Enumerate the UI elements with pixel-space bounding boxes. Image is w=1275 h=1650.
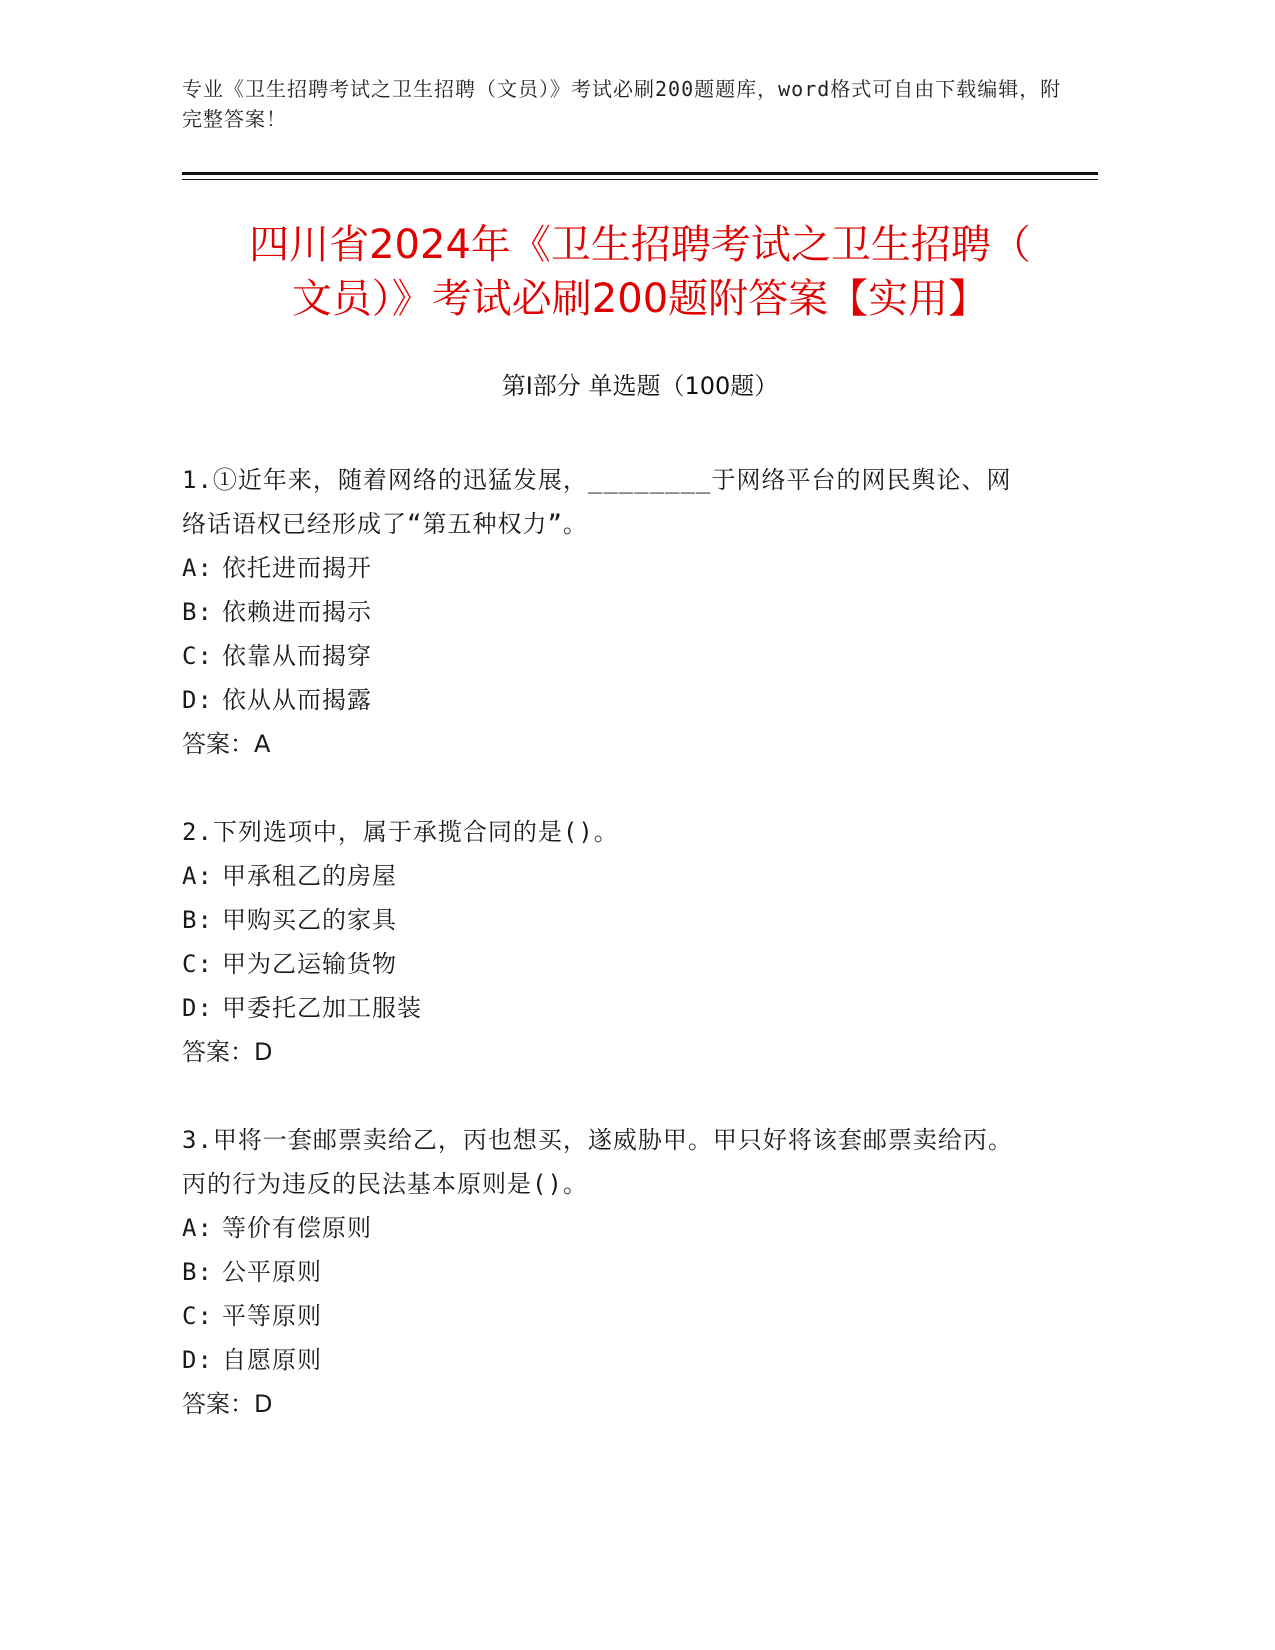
question-1 — [182, 458, 1022, 766]
question-list — [182, 458, 1022, 1470]
option-b — [182, 1250, 1022, 1294]
option-d — [182, 1338, 1022, 1382]
option-letter: C: — [182, 642, 213, 670]
option-d — [182, 678, 1022, 722]
option-letter: D: — [182, 1346, 213, 1374]
answer-line: 答案：D — [182, 1038, 273, 1066]
option-letter: D: — [182, 686, 213, 714]
option-text: 甲承租乙的房屋 — [222, 862, 397, 890]
header-rule-thin — [182, 179, 1098, 180]
option-text: 依从从而揭露 — [222, 686, 372, 714]
answer-line: 答案：D — [182, 1390, 273, 1418]
title-line-1: 四川省2024年《卫生招聘考试之卫生招聘（ — [249, 222, 1031, 268]
question-2 — [182, 810, 1022, 1074]
option-c — [182, 942, 1022, 986]
option-a — [182, 1206, 1022, 1250]
question-stem: 1.①近年来，随着网络的迅猛发展，________于网络平台的网民舆论、网络话语权已经形成了“第五种权力”。 — [182, 466, 1012, 538]
option-text: 等价有偿原则 — [222, 1214, 372, 1242]
option-letter: D: — [182, 994, 213, 1022]
document-title — [150, 218, 1130, 326]
option-text: 平等原则 — [222, 1302, 322, 1330]
option-d — [182, 986, 1022, 1030]
option-text: 依托进而揭开 — [222, 554, 372, 582]
option-text: 自愿原则 — [222, 1346, 322, 1374]
option-text: 甲购买乙的家具 — [222, 906, 397, 934]
option-letter: C: — [182, 1302, 213, 1330]
option-text: 甲委托乙加工服装 — [222, 994, 422, 1022]
question-stem: 3.甲将一套邮票卖给乙，丙也想买，遂威胁甲。甲只好将该套邮票卖给丙。丙的行为违反的民法基本原则是()。 — [182, 1126, 1013, 1198]
header-note: 专业《卫生招聘考试之卫生招聘（文员）》考试必刷200题题库，word格式可自由下载编辑，附完整答案！ — [182, 77, 1062, 131]
option-letter: A: — [182, 554, 213, 582]
header-rule-thick — [182, 172, 1098, 175]
option-text: 依靠从而揭穿 — [222, 642, 372, 670]
option-c — [182, 634, 1022, 678]
option-letter: B: — [182, 598, 213, 626]
option-text: 依赖进而揭示 — [222, 598, 372, 626]
option-letter: B: — [182, 906, 213, 934]
option-text: 甲为乙运输货物 — [222, 950, 397, 978]
answer-line: 答案：A — [182, 730, 271, 758]
option-a — [182, 546, 1022, 590]
option-b — [182, 590, 1022, 634]
question-stem: 2.下列选项中，属于承揽合同的是()。 — [182, 818, 619, 846]
option-text: 公平原则 — [222, 1258, 322, 1286]
section-heading: 第I部分 单选题（100题） — [501, 372, 779, 400]
option-letter: C: — [182, 950, 213, 978]
option-c — [182, 1294, 1022, 1338]
option-letter: B: — [182, 1258, 213, 1286]
option-letter: A: — [182, 862, 213, 890]
option-letter: A: — [182, 1214, 213, 1242]
option-a — [182, 854, 1022, 898]
question-3 — [182, 1118, 1022, 1426]
title-line-2: 文员）》考试必刷200题附答案【实用】 — [291, 276, 989, 322]
option-b — [182, 898, 1022, 942]
